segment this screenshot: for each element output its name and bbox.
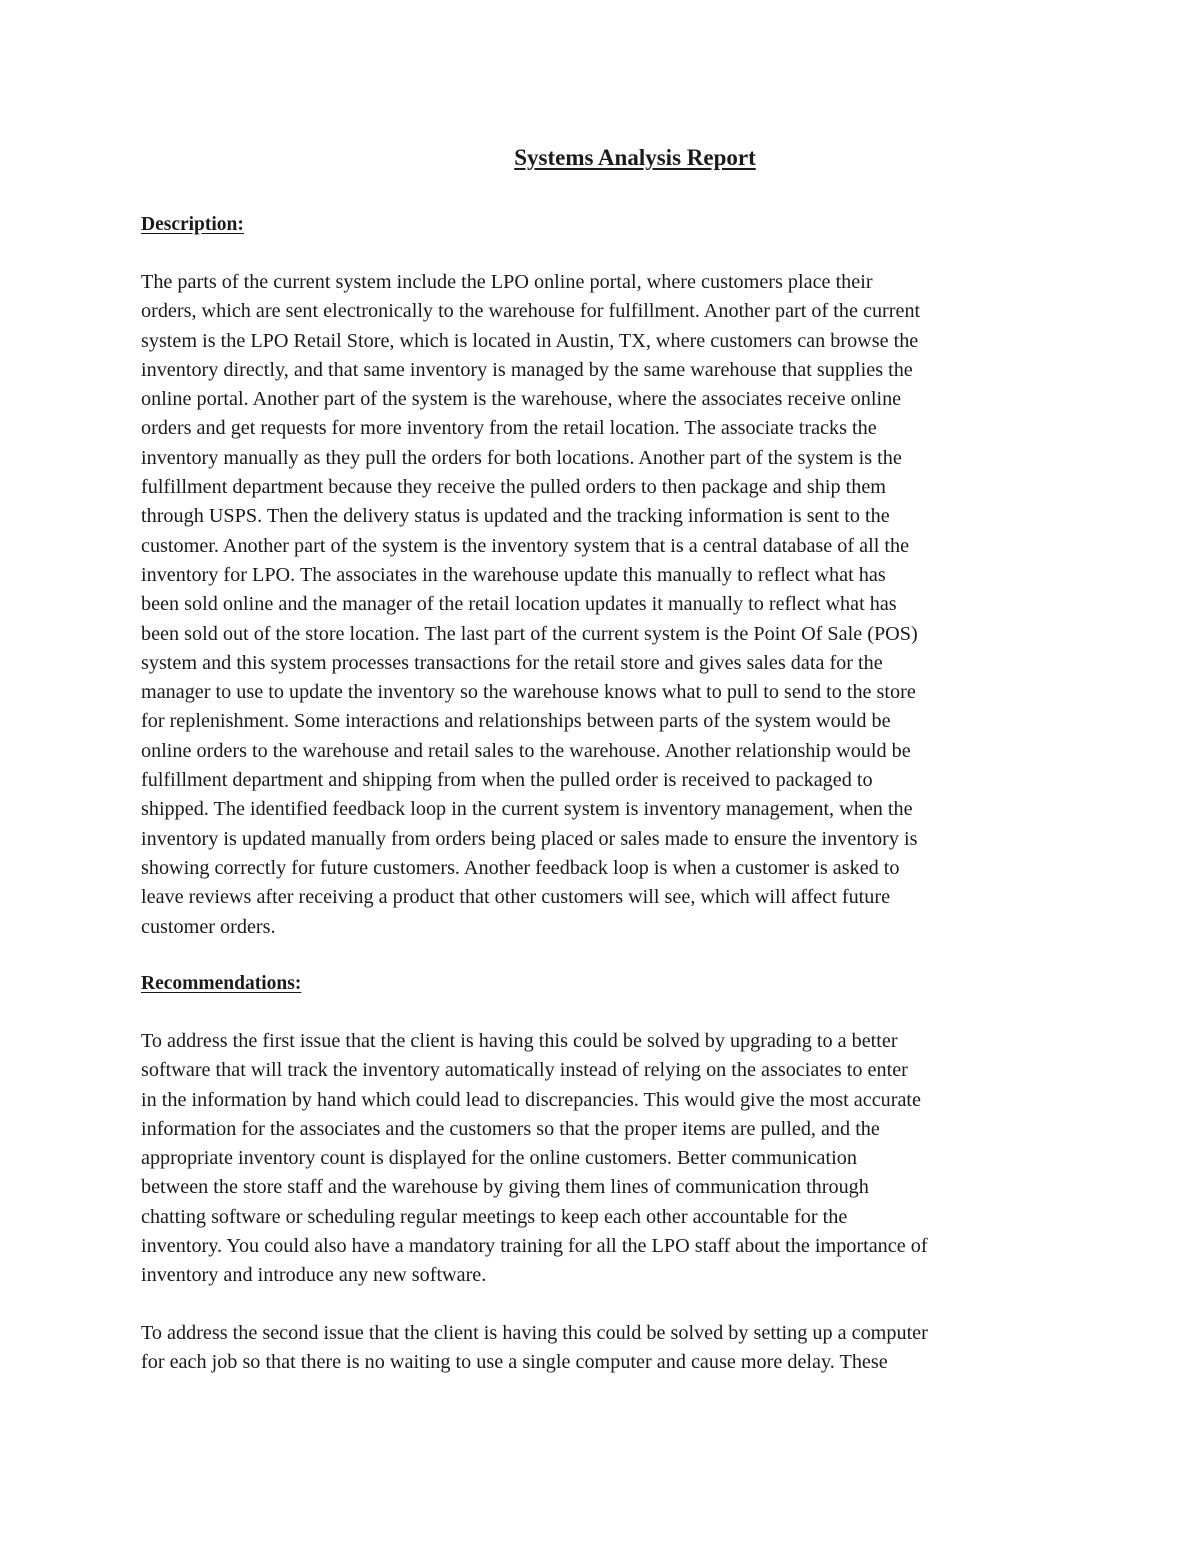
text-line: for each job so that there is no waiting to use a single computer and cause more delay. These — [141, 1351, 888, 1374]
description-paragraph — [141, 268, 920, 942]
text-line: inventory directly, and that same inventory is managed by the same warehouse that supplies the — [141, 358, 913, 381]
text-line: online orders to the warehouse and retail sales to the warehouse. Another relationship would be — [141, 739, 911, 762]
section-heading-description: Description: — [141, 214, 244, 235]
text-line: for replenishment. Some interactions and relationships between parts of the system would be — [141, 710, 891, 733]
text-line: inventory is updated manually from orders being placed or sales made to ensure the inventory is — [141, 827, 918, 850]
text-line: orders, which are sent electronically to the warehouse for fulfillment. Another part of the current — [141, 300, 921, 323]
recommendations-paragraph-2 — [141, 1319, 928, 1378]
text-line: inventory and introduce any new software. — [141, 1264, 487, 1287]
text-line: customer. Another part of the system is the inventory system that is a central database of all the — [141, 534, 910, 557]
text-line: through USPS. Then the delivery status is updated and the tracking information is sent to the — [141, 505, 890, 528]
document-title: Systems Analysis Report — [514, 145, 756, 170]
text-line: The parts of the current system include the LPO online portal, where customers place their — [141, 271, 873, 293]
text-line: inventory manually as they pull the orders for both locations. Another part of the system is the — [141, 446, 902, 469]
text-line: fulfillment department because they receive the pulled orders to then package and ship them — [141, 476, 886, 499]
text-line: leave reviews after receiving a product that other customers will see, which will affect future — [141, 886, 891, 909]
text-line: orders and get requests for more inventory from the retail location. The associate tracks the — [141, 417, 877, 440]
text-line: chatting software or scheduling regular meetings to keep each other accountable for the — [141, 1205, 848, 1228]
text-line: system and this system processes transactions for the retail store and gives sales data for the — [141, 651, 883, 674]
text-line: inventory for LPO. The associates in the warehouse update this manually to reflect what has — [141, 563, 886, 586]
text-line: been sold out of the store location. The last part of the current system is the Point Of Sale (POS) — [141, 622, 918, 645]
recommendations-paragraph-1 — [141, 1027, 928, 1291]
text-line: system is the LPO Retail Store, which is located in Austin, TX, where customers can browse the — [141, 329, 919, 352]
text-line: To address the second issue that the client is having this could be solved by setting up a computer — [141, 1322, 928, 1344]
text-line: appropriate inventory count is displayed for the online customers. Better communication — [141, 1147, 857, 1170]
section-heading-recommendations: Recommendations: — [141, 973, 302, 994]
text-line: fulfillment department and shipping from when the pulled order is received to packaged to — [141, 769, 873, 792]
text-line: online portal. Another part of the system is the warehouse, where the associates receive online — [141, 388, 902, 411]
text-line: manager to use to update the inventory so the warehouse knows what to pull to send to the store — [141, 681, 916, 704]
text-line: between the store staff and the warehouse by giving them lines of communication through — [141, 1176, 869, 1199]
text-line: software that will track the inventory automatically instead of relying on the associates to enter — [141, 1059, 908, 1082]
text-line: showing correctly for future customers. Another feedback loop is when a customer is asked to — [141, 856, 900, 879]
text-line: To address the first issue that the client is having this could be solved by upgrading to a better — [141, 1030, 898, 1052]
text-line: information for the associates and the customers so that the proper items are pulled, and the — [141, 1117, 880, 1140]
text-line: in the information by hand which could lead to discrepancies. This would give the most accurate — [141, 1088, 921, 1111]
text-line: inventory. You could also have a mandatory training for all the LPO staff about the importance of — [141, 1235, 928, 1258]
text-line: customer orders. — [141, 915, 276, 938]
text-line: shipped. The identified feedback loop in the current system is inventory management, when the — [141, 798, 913, 821]
text-line: been sold online and the manager of the retail location updates it manually to reflect what has — [141, 593, 897, 616]
